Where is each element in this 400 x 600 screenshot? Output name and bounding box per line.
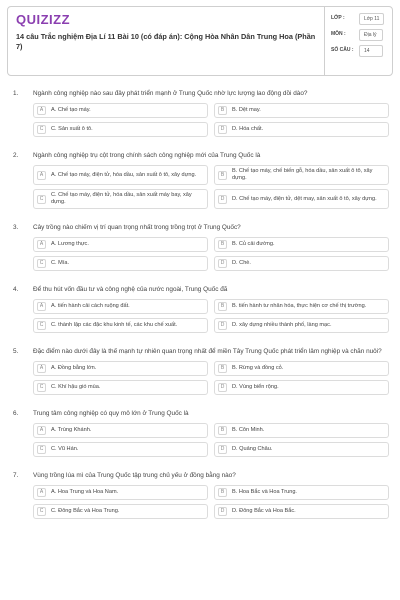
option-letter-box: B — [218, 364, 227, 373]
question-number: 2. — [13, 152, 19, 159]
grade-value: Lớp 11 — [359, 13, 384, 25]
option-text: C. Khí hậu gió mùa. — [51, 384, 101, 390]
option-letter-box: A — [37, 364, 46, 373]
option-letter-box: B — [218, 488, 227, 497]
option-text: D. xây dựng nhiều thành phố, làng mạc. — [232, 322, 332, 328]
question-text: Ngành công nghiệp trụ cột trong chính sách công nghiệp mới của Trung Quốc là — [33, 152, 261, 159]
worksheet-header — [7, 6, 393, 76]
option-text: B. Dệt may. — [232, 107, 261, 113]
question-text: Vùng trồng lúa mì của Trung Quốc tập trung chủ yếu ở đồng bằng nào? — [33, 472, 236, 479]
option-letter-box: A — [37, 240, 46, 249]
option-grid — [33, 103, 389, 137]
question-7 — [13, 471, 389, 519]
question-3 — [13, 223, 389, 271]
question-head — [13, 89, 389, 98]
meta-grade — [331, 13, 387, 25]
question-head — [13, 409, 389, 418]
option-letter-box: B — [218, 426, 227, 435]
option-text: B. Hoa Bắc và Hoa Trung. — [232, 489, 297, 495]
question-1 — [13, 89, 389, 137]
answer-option-c[interactable] — [33, 318, 208, 333]
answer-option-a[interactable] — [33, 237, 208, 252]
option-text: A. Chế tạo máy. — [51, 107, 91, 113]
answer-option-d[interactable] — [214, 504, 389, 519]
question-head — [13, 471, 389, 480]
option-text: B. Côn Minh. — [232, 427, 265, 433]
option-text: A. Trùng Khánh. — [51, 427, 92, 433]
option-text: D. Vùng biển rộng. — [232, 384, 279, 390]
option-text: A. Chế tạo máy, điện tử, hóa dầu, sản xuất ô tô, xây dựng. — [51, 171, 197, 178]
answer-option-d[interactable] — [214, 442, 389, 457]
answer-option-a[interactable] — [33, 423, 208, 438]
header-left — [8, 7, 324, 75]
question-6 — [13, 409, 389, 457]
option-text: C. Mía. — [51, 260, 70, 266]
answer-option-b[interactable] — [214, 299, 389, 314]
answer-option-a[interactable] — [33, 299, 208, 314]
option-letter-box: D — [218, 507, 227, 516]
answer-option-a[interactable] — [33, 103, 208, 118]
option-letter-box: C — [37, 445, 46, 454]
answer-option-b[interactable] — [214, 485, 389, 500]
option-text: B. Củ cải đường. — [232, 241, 275, 247]
option-letter-box: C — [37, 195, 46, 204]
question-number: 6. — [13, 410, 19, 417]
option-text: A. Hoa Trung và Hoa Nam. — [51, 489, 119, 495]
header-meta — [324, 7, 392, 75]
meta-subject — [331, 29, 387, 41]
question-number: 4. — [13, 286, 19, 293]
answer-option-b[interactable] — [214, 165, 389, 185]
option-text: C. Đông Bắc và Hoa Trung. — [51, 508, 120, 514]
option-letter-box: A — [37, 488, 46, 497]
question-number: 7. — [13, 472, 19, 479]
option-letter-box: A — [37, 171, 46, 180]
answer-option-c[interactable] — [33, 189, 208, 209]
question-5 — [13, 347, 389, 395]
option-grid — [33, 423, 389, 457]
answer-option-b[interactable] — [214, 237, 389, 252]
answer-option-d[interactable] — [214, 318, 389, 333]
answer-option-c[interactable] — [33, 122, 208, 137]
option-letter-box: A — [37, 426, 46, 435]
question-number: 3. — [13, 224, 19, 231]
option-letter-box: C — [37, 259, 46, 268]
question-head — [13, 223, 389, 232]
meta-count — [331, 45, 387, 57]
worksheet-title: 14 câu Trắc nghiệm Địa Lí 11 Bài 10 (có đáp án): Cộng Hòa Nhân Dân Trung Hoa (Phần 7) — [16, 32, 316, 51]
option-text: C. Sản xuất ô tô. — [51, 126, 93, 132]
option-letter-box: D — [218, 445, 227, 454]
option-letter-box: B — [218, 302, 227, 311]
option-text: C. Chế tạo máy, điện tử, hóa dầu, sản xuất máy bay, xây dựng. — [51, 192, 192, 205]
answer-option-c[interactable] — [33, 442, 208, 457]
question-number: 1. — [13, 90, 19, 97]
answer-option-c[interactable] — [33, 504, 208, 519]
subject-value: Địa lý — [359, 29, 383, 41]
option-text: C. thành lập các đặc khu kinh tế, các khu chế xuất. — [51, 322, 178, 328]
option-text: A. Lương thực. — [51, 241, 89, 247]
option-text: B. Chế tạo máy, chế biến gỗ, hóa dầu, sản xuất ô tô, xây dựng. — [232, 168, 373, 181]
question-head — [13, 347, 389, 356]
option-text: D. Chè. — [232, 260, 251, 266]
subject-label: MÔN : — [331, 31, 346, 37]
option-text: B. Rừng và đồng cỏ. — [232, 365, 284, 371]
option-grid — [33, 485, 389, 519]
answer-option-d[interactable] — [214, 189, 389, 209]
option-text: A. Đồng bằng lớn. — [51, 365, 97, 371]
answer-option-a[interactable] — [33, 165, 208, 185]
answer-option-b[interactable] — [214, 103, 389, 118]
option-grid — [33, 361, 389, 395]
answer-option-d[interactable] — [214, 256, 389, 271]
option-letter-box: A — [37, 106, 46, 115]
answer-option-d[interactable] — [214, 380, 389, 395]
option-text: D. Chế tạo máy, điện tử, dệt may, sản xuất ô tô, xây dựng. — [232, 195, 377, 202]
question-list — [7, 89, 393, 519]
option-letter-box: D — [218, 259, 227, 268]
count-value: 14 — [359, 45, 383, 57]
option-text: B. tiến hành tư nhân hóa, thực hiện cơ chế thị trường. — [232, 303, 367, 309]
option-grid — [33, 299, 389, 333]
option-letter-box: D — [218, 383, 227, 392]
option-letter-box: D — [218, 195, 227, 204]
question-2 — [13, 151, 389, 209]
question-number: 5. — [13, 348, 19, 355]
answer-option-c[interactable] — [33, 380, 208, 395]
question-4 — [13, 285, 389, 333]
answer-option-a[interactable] — [33, 361, 208, 376]
question-head — [13, 285, 389, 294]
question-head — [13, 151, 389, 160]
answer-option-c[interactable] — [33, 256, 208, 271]
option-grid — [33, 237, 389, 271]
answer-option-d[interactable] — [214, 122, 389, 137]
option-letter-box: A — [37, 302, 46, 311]
option-letter-box: D — [218, 321, 227, 330]
quizizz-logo: QUIZIZZ — [16, 12, 71, 27]
option-text: A. tiến hành cải cách ruộng đất. — [51, 303, 130, 309]
answer-option-b[interactable] — [214, 361, 389, 376]
question-text: Để thu hút vốn đầu tư và công nghệ của nước ngoài, Trung Quốc đã — [33, 286, 228, 293]
question-text: Đặc điểm nào dưới đây là thế mạnh tự nhiên quan trọng nhất để miền Tây Trung Quốc phát triển lâm nghiệp và chăn nuôi? — [33, 348, 382, 355]
option-letter-box: B — [218, 171, 227, 180]
option-text: D. Đông Bắc và Hoa Bắc. — [232, 508, 296, 514]
option-letter-box: B — [218, 240, 227, 249]
option-letter-box: D — [218, 125, 227, 134]
answer-option-b[interactable] — [214, 423, 389, 438]
option-text: D. Quảng Châu. — [232, 446, 273, 452]
option-letter-box: C — [37, 507, 46, 516]
question-text: Ngành công nghiệp nào sau đây phát triển mạnh ở Trung Quốc nhờ lực lượng lao động dồi dào? — [33, 90, 308, 97]
count-label: SỐ CÂU : — [331, 47, 354, 53]
question-text: Trung tâm công nghiệp có quy mô lớn ở Trung Quốc là — [33, 410, 189, 417]
answer-option-a[interactable] — [33, 485, 208, 500]
option-letter-box: C — [37, 125, 46, 134]
option-letter-box: C — [37, 383, 46, 392]
option-letter-box: B — [218, 106, 227, 115]
option-text: D. Hóa chất. — [232, 126, 264, 132]
question-text: Cây trồng nào chiếm vị trí quan trọng nhất trong trồng trọt ở Trung Quốc? — [33, 224, 241, 231]
grade-label: LỚP : — [331, 15, 345, 21]
option-grid — [33, 165, 389, 209]
option-letter-box: C — [37, 321, 46, 330]
option-text: C. Vũ Hán. — [51, 446, 79, 452]
